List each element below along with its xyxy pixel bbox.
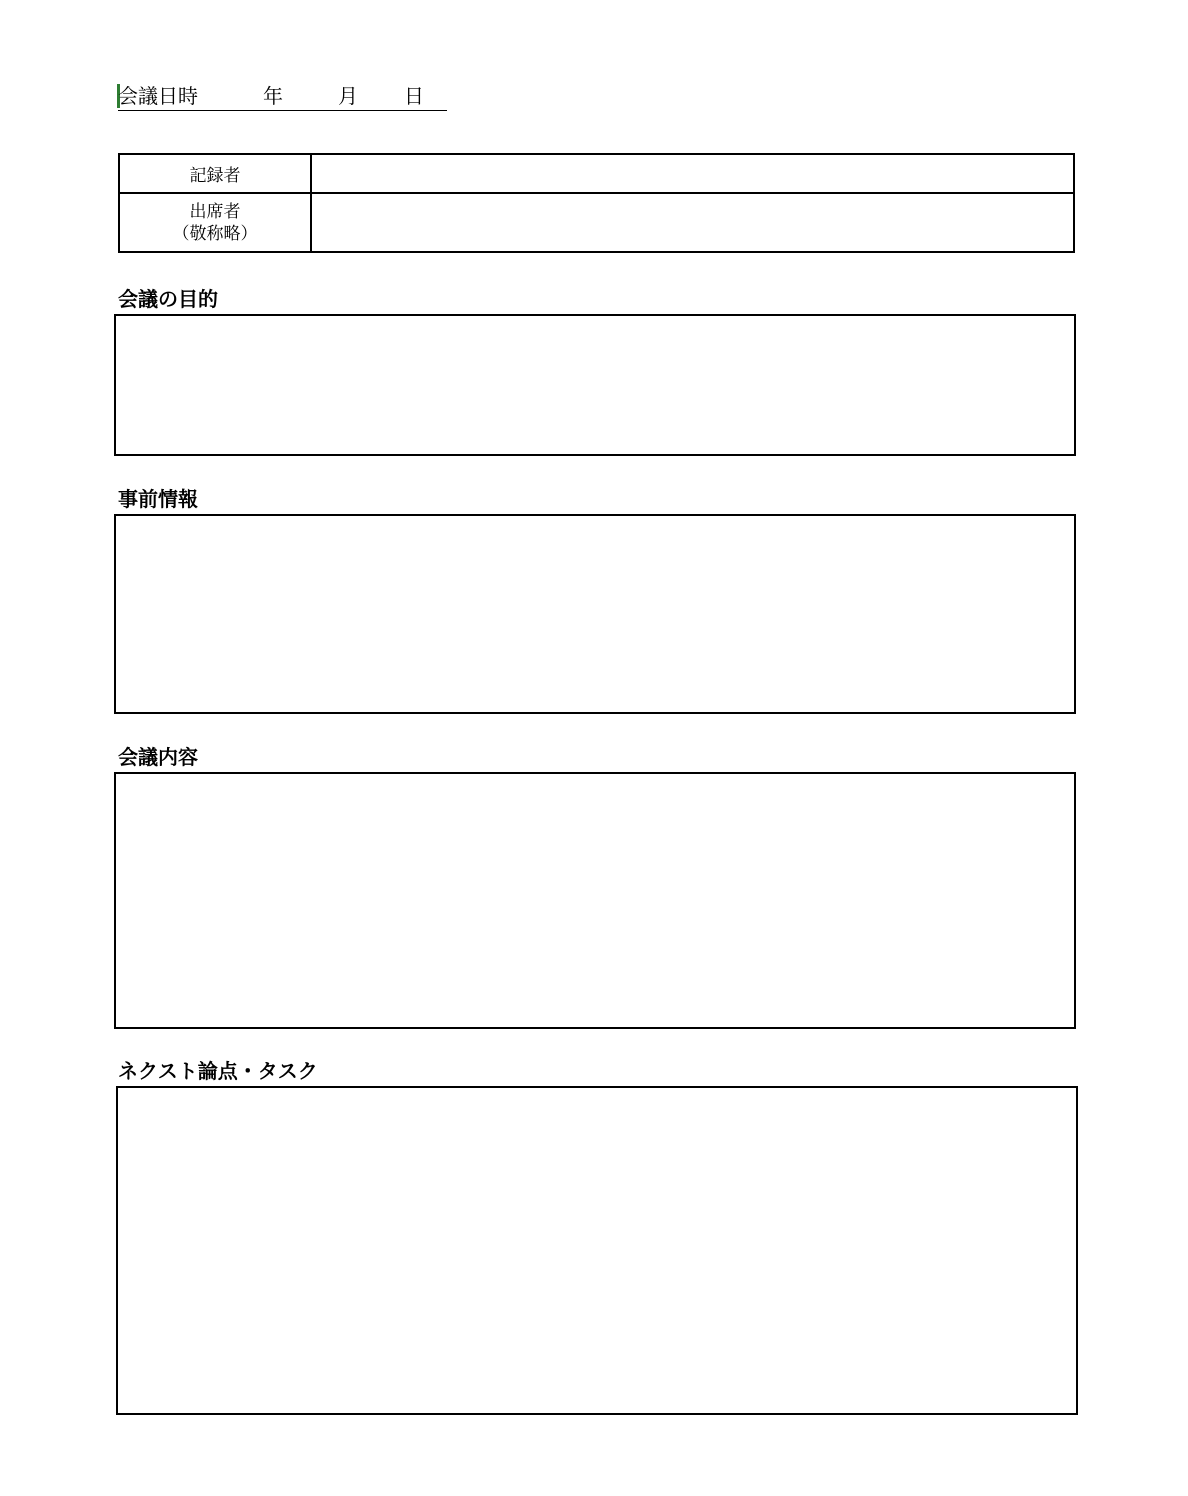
month-label: 月 <box>338 84 358 108</box>
recorder-row <box>119 154 1074 193</box>
meeting-datetime-field[interactable] <box>118 82 447 111</box>
recorder-label: 記録者 <box>119 154 311 193</box>
attendees-label-line1: 出席者 <box>189 201 241 222</box>
purpose-box[interactable] <box>114 314 1076 456</box>
attendees-row <box>119 193 1074 252</box>
meeting-datetime-label: 会議日時 <box>118 84 198 108</box>
recorder-input[interactable] <box>311 154 1074 193</box>
info-table <box>118 153 1075 253</box>
attendees-label <box>119 193 311 252</box>
meeting-content-box[interactable] <box>114 772 1076 1029</box>
attendees-label-line2: （敬称略） <box>172 223 258 244</box>
prior-info-title: 事前情報 <box>118 487 198 511</box>
next-tasks-title: ネクスト論点・タスク <box>118 1059 318 1083</box>
meeting-content-title: 会議内容 <box>118 745 198 769</box>
attendees-input[interactable] <box>311 193 1074 252</box>
day-label: 日 <box>404 84 424 108</box>
next-tasks-box[interactable] <box>116 1086 1078 1415</box>
prior-info-box[interactable] <box>114 514 1076 714</box>
year-label: 年 <box>263 84 283 108</box>
purpose-title: 会議の目的 <box>118 287 218 311</box>
